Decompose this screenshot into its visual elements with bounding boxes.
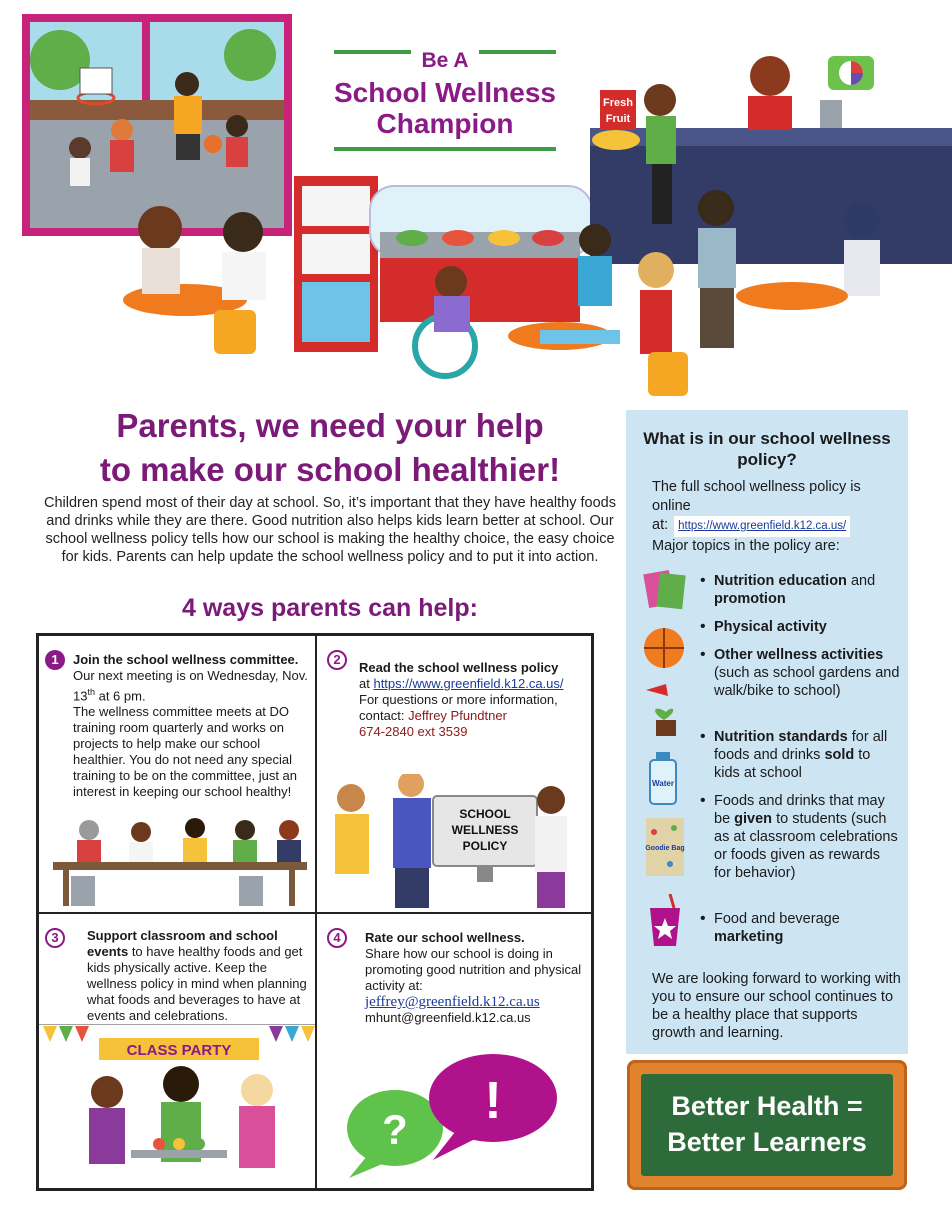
policy-sign-line2: WELLNESS [451, 823, 519, 837]
way-3-text [87, 928, 309, 1024]
way-2-policy-link[interactable]: https://www.greenfield.k12.ca.us/ [373, 676, 564, 691]
topic-5-bold2: given [734, 811, 773, 827]
topic-3-mid: (such as school gardens and walk/bike to school) [714, 665, 900, 699]
family-reading-policy-illustration [331, 774, 581, 910]
topic-1-bold2: promotion [714, 591, 786, 607]
hero-title-line2: Champion [376, 108, 514, 139]
board-line1: Better Health = [671, 1091, 863, 1121]
soda-cup-icon [640, 894, 692, 950]
hero-title-line1: School Wellness [334, 77, 556, 108]
question-mark: ? [382, 1106, 408, 1153]
topic-5-mid: Foods and drinks that may be [714, 793, 885, 827]
topic-6-mid: Food and beverage [714, 911, 840, 927]
topic-nutrition-education [714, 572, 900, 608]
hero-illustration [0, 0, 952, 400]
goodie-bag-label: Goodie Bag [645, 845, 685, 852]
way-1-text-a: Our next meeting is on Wednesday, Nov. 13 [73, 668, 308, 704]
board-line2: Better Learners [667, 1127, 867, 1157]
policy-sign-line1: SCHOOL [459, 807, 511, 821]
chalkboard [641, 1074, 893, 1176]
sidebar-intro-line2: Major topics in the policy are: [652, 538, 840, 554]
topic-physical-activity [714, 618, 900, 636]
way-2-contact-name: Jeffrey Pfundtner [408, 708, 507, 723]
sidebar-intro-line1: The full school wellness policy is online [652, 479, 861, 514]
topic-2-bold: Physical activity [714, 619, 827, 635]
way-number-4: 4 [327, 928, 347, 948]
headline-line1: Parents, we need your help [116, 407, 544, 444]
topic-foods-given [714, 792, 900, 882]
way-4-text [365, 930, 585, 1026]
topic-6-bold2: marketing [714, 929, 784, 945]
way-2-heading: Read the school wellness policy [359, 660, 559, 675]
topic-4-rest: to kids at school [714, 747, 871, 781]
way-4-body: Share how our school is doing in promoting good nutrition and physical activity at: [365, 946, 582, 993]
way-number-3: 3 [45, 928, 65, 948]
topic-3-bold: Other wellness activities [714, 647, 884, 663]
committee-meeting-illustration [49, 814, 311, 910]
way-card-2 [316, 635, 592, 913]
way-1-heading: Join the school wellness committee. [73, 652, 299, 667]
hero-be-a: Be A [411, 49, 478, 73]
way-2-at: at [359, 676, 374, 691]
page-headline [40, 404, 620, 492]
headline-line2: to make our school healthier! [99, 451, 561, 488]
way-card-4 [316, 913, 592, 1189]
topic-4-bold: Nutrition standards [714, 729, 848, 745]
way-2-text [359, 660, 587, 740]
ways-grid [36, 633, 594, 1191]
topic-nutrition-standards [714, 728, 900, 782]
books-icon [640, 564, 692, 616]
sidebar-outro: We are looking forward to working with you to ensure our school continues to be a healthy place that supports growth and learning. [652, 971, 901, 1041]
topic-4-mid: for all foods and drinks [714, 729, 888, 763]
policy-sign-line3: POLICY [462, 839, 508, 853]
topic-1-mid: and [846, 573, 876, 589]
way-1-text [73, 652, 309, 800]
topic-other-wellness [714, 646, 900, 700]
topic-5-rest: to students (such as at classroom celebrations or foods given as rewards for behavior) [714, 811, 898, 881]
way-number-2: 2 [327, 650, 347, 670]
way-1-sup: th [87, 687, 95, 697]
way-4-heading: Rate our school wellness. [365, 930, 525, 945]
ways-heading: 4 ways parents can help: [182, 594, 478, 622]
fresh-fruit-sign-line1: Fresh [603, 97, 633, 109]
water-bottle-icon [640, 750, 692, 808]
way-3-body: to have healthy foods and get kids physically active. Keep the wellness policy in mind when planning what foods and beverages to have at events and celebrations. [87, 944, 307, 1023]
way-1-text-b: at 6 pm. [94, 688, 146, 704]
fresh-fruit-sign-line2: Fruit [605, 113, 631, 125]
way-2-phone: 674-2840 ext 3539 [359, 724, 468, 739]
hero-title-block [330, 50, 560, 151]
hero-bottom-rule [334, 147, 556, 151]
water-bottle-label: Water [652, 779, 674, 788]
sidebar-policy-link[interactable]: https://www.greenfield.k12.ca.us/ [674, 516, 850, 537]
way-1-body: The wellness committee meets at DO training room quarterly and works on projects to help make our school healthier. You do not need any special training to be on the committee, just an interest in keeping our school healthy! [73, 704, 298, 800]
way-3-heading: Support classroom and school events [87, 928, 278, 959]
sidebar-intro [652, 478, 898, 556]
sidebar-intro-at: at: [652, 517, 669, 533]
class-party-illustration [39, 1024, 316, 1189]
policy-sidebar [626, 410, 908, 1054]
hero-title [330, 77, 560, 139]
topic-marketing [714, 910, 900, 946]
class-party-banner: CLASS PARTY [126, 1042, 232, 1059]
goodie-bag-icon [640, 814, 692, 880]
way-2-contact-text: For questions or more information, contact: [359, 692, 558, 723]
way-number-1: 1 [45, 650, 65, 670]
exclamation-mark: ! [484, 1072, 502, 1130]
way-4-email-1[interactable]: jeffrey@greenfield.k12.ca.us [365, 994, 540, 1010]
feedback-speech-bubbles-illustration [337, 1052, 577, 1182]
way-4-email-2[interactable]: mhunt@greenfield.k12.ca.us [365, 1010, 531, 1025]
way-card-3 [38, 913, 316, 1189]
way-card-1 [38, 635, 316, 913]
topic-1-bold: Nutrition education [714, 573, 847, 589]
watering-plant-icon [640, 676, 692, 740]
chalkboard-frame [627, 1060, 907, 1190]
basketball-icon [640, 622, 692, 674]
topic-4-bold2: sold [824, 747, 855, 763]
intro-paragraph: Children spend most of their day at school. So, it’s important that they have healthy foods and drinks while they are there. Good nutrition also helps kids learn better at school. Our school wellness policy tells how our school is making the healthy choice, the easy choice for kids. Parents can help update the school wellness policy and to put it into action. [44, 495, 616, 565]
sidebar-title: What is in our school wellness policy? [643, 429, 891, 469]
